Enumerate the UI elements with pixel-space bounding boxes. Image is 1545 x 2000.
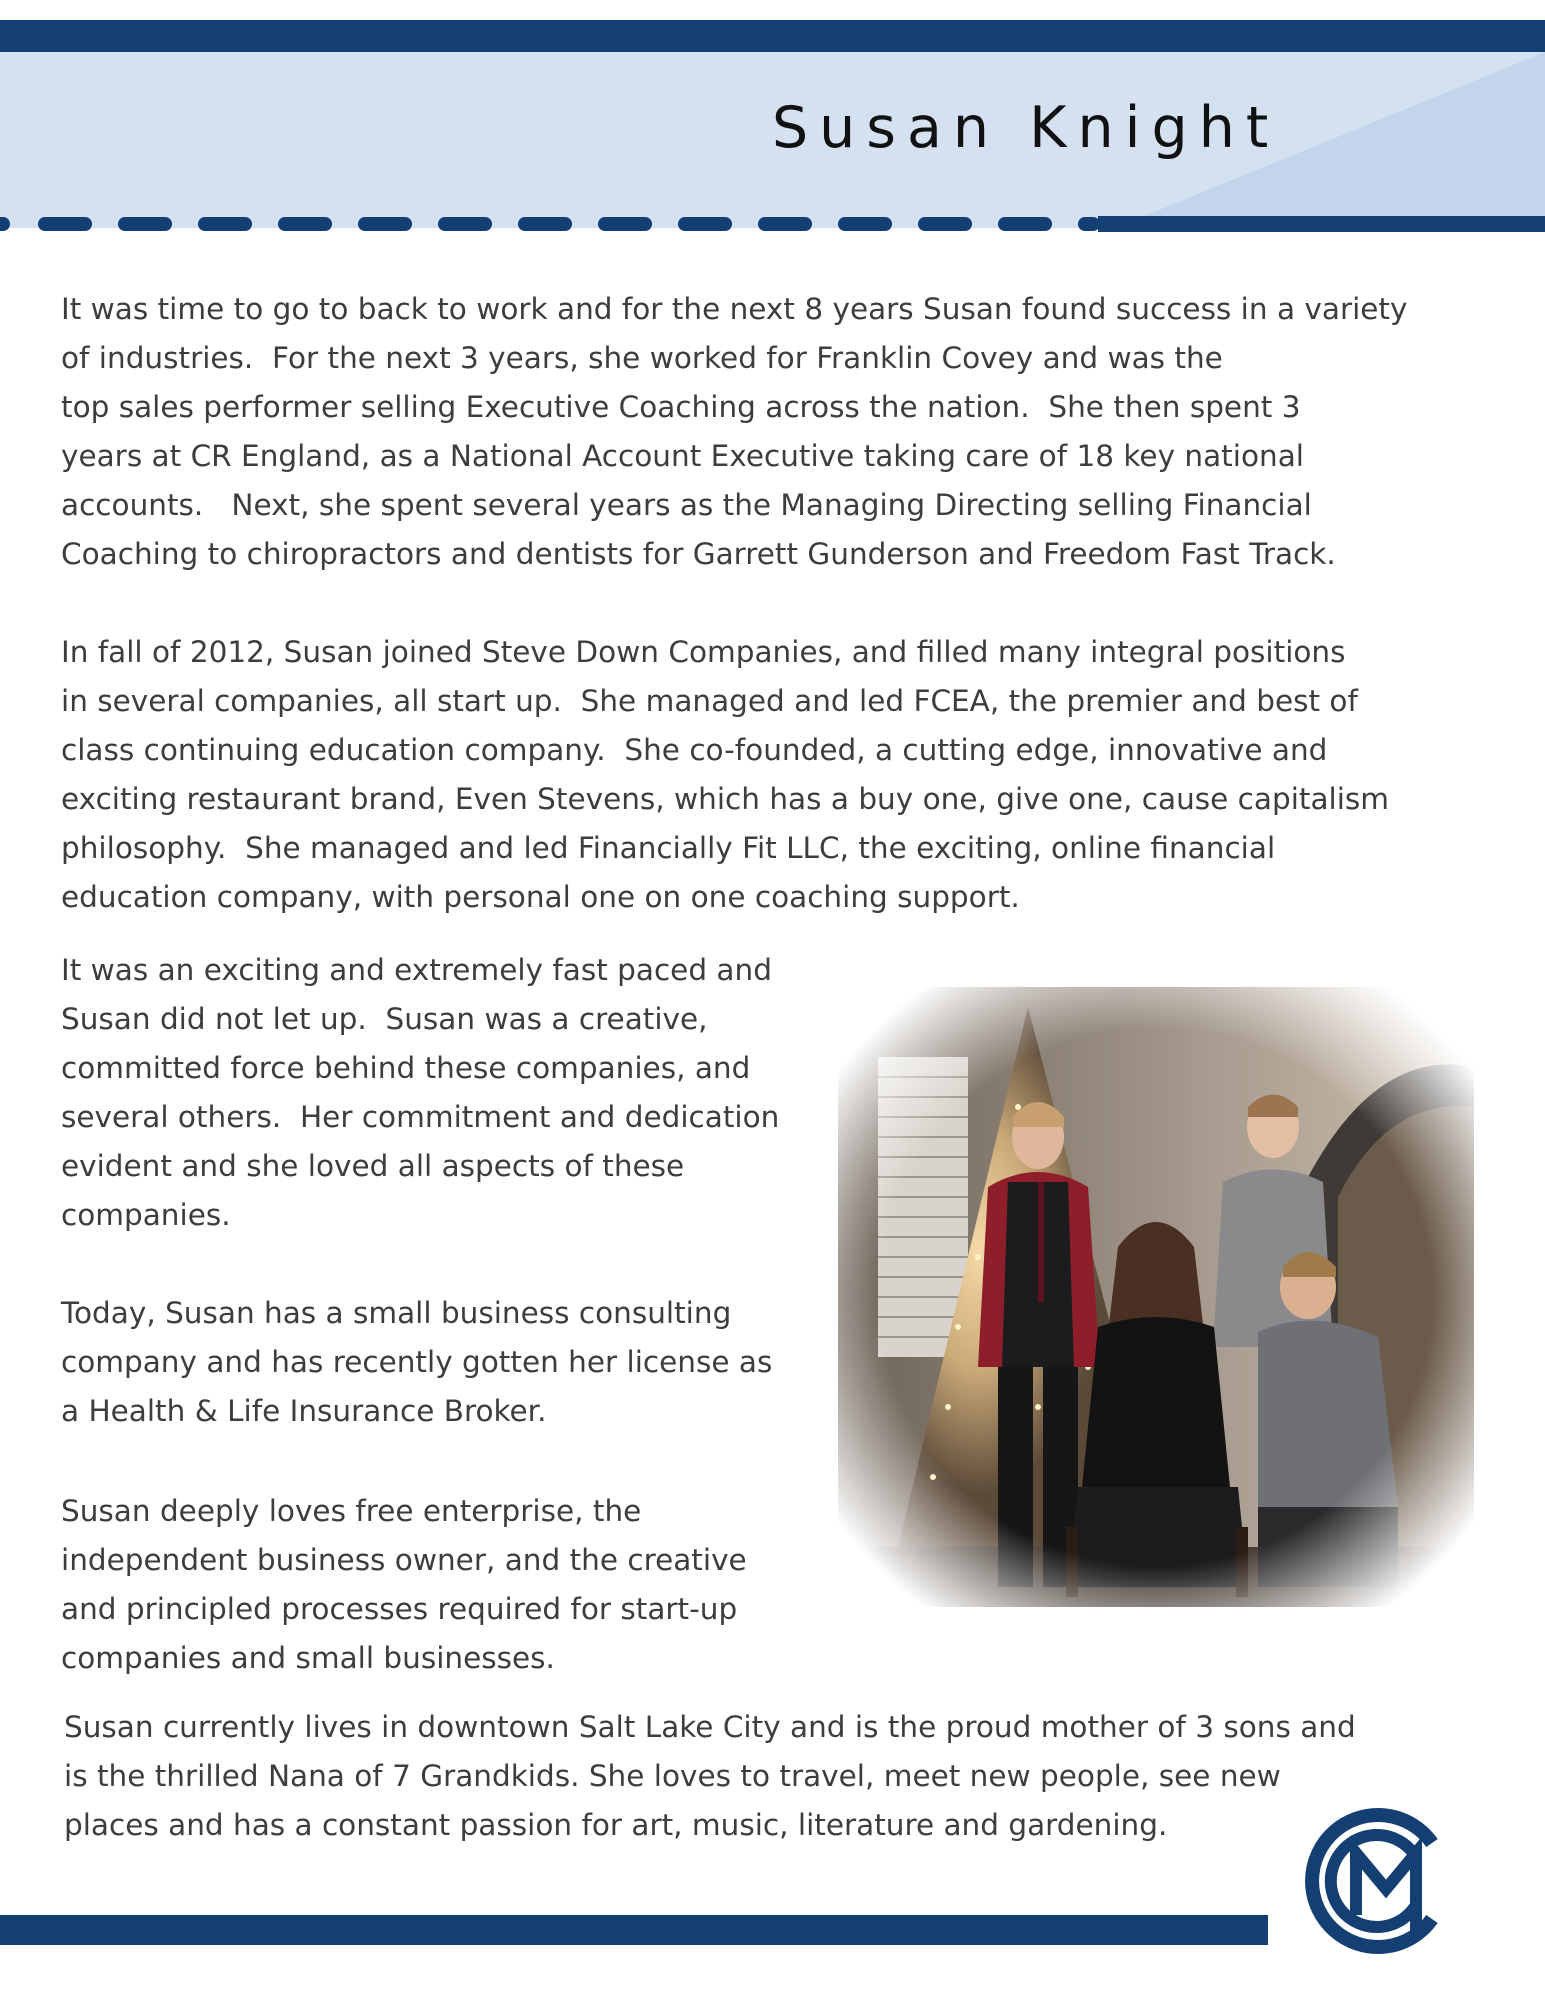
text-line: It was time to go to back to work and for the next 8 years Susan found success in a variety	[61, 292, 1408, 326]
text-line: accounts. Next, she spent several years as the Managing Directing selling Financial	[61, 488, 1312, 522]
text-line: places and has a constant passion for art, music, literature and gardening.	[64, 1808, 1168, 1842]
text-line: exciting restaurant brand, Even Stevens, which has a buy one, give one, cause capitalism	[61, 782, 1390, 816]
text-line: Susan currently lives in downtown Salt Lake City and is the proud mother of 3 sons and	[64, 1710, 1356, 1744]
text-line: is the thrilled Nana of 7 Grandkids. She loves to travel, meet new people, see new	[64, 1759, 1281, 1793]
text-line: Susan deeply loves free enterprise, the	[61, 1494, 642, 1528]
text-line: committed force behind these companies, and	[61, 1051, 751, 1085]
text-line: evident and she loved all aspects of these	[61, 1149, 685, 1183]
dashed-divider	[0, 212, 1545, 236]
text-line: class continuing education company. She co-founded, a cutting edge, innovative and	[61, 733, 1328, 767]
text-line: independent business owner, and the creative	[61, 1543, 747, 1577]
text-line: companies and small businesses.	[61, 1641, 555, 1675]
text-line: Coaching to chiropractors and dentists for Garrett Gunderson and Freedom Fast Track.	[61, 537, 1336, 571]
bio-paragraph-commitment	[61, 946, 779, 1240]
top-navy-bar	[0, 20, 1545, 52]
text-line: philosophy. She managed and led Financially Fit LLC, the exciting, online financial	[61, 831, 1276, 865]
text-line: in several companies, all start up. She managed and led FCEA, the premier and best of	[61, 684, 1358, 718]
text-line: Susan did not let up. Susan was a creative,	[61, 1002, 708, 1036]
bio-paragraph-personal	[64, 1703, 1356, 1850]
text-line: of industries. For the next 3 years, she worked for Franklin Covey and was the	[61, 341, 1223, 375]
text-line: companies.	[61, 1198, 231, 1232]
text-line: In fall of 2012, Susan joined Steve Down Companies, and filled many integral positions	[61, 635, 1346, 669]
bio-paragraph-career	[61, 285, 1407, 579]
bio-paragraph-steve-down	[61, 628, 1389, 922]
bottom-navy-bar	[0, 1915, 1268, 1945]
text-line: company and has recently gotten her license as	[61, 1345, 773, 1379]
text-line: and principled processes required for start-up	[61, 1592, 738, 1626]
text-line: top sales performer selling Executive Coaching across the nation. She then spent 3	[61, 390, 1301, 424]
text-line: years at CR England, as a National Account Executive taking care of 18 key national	[61, 439, 1304, 473]
page-title: Susan Knight	[772, 95, 1280, 161]
text-line: Today, Susan has a small business consulting	[61, 1296, 732, 1330]
text-line: a Health & Life Insurance Broker.	[61, 1394, 547, 1428]
text-line: education company, with personal one on one coaching support.	[61, 880, 1020, 914]
text-line: several others. Her commitment and dedication	[61, 1100, 780, 1134]
bio-paragraph-today	[61, 1289, 772, 1436]
family-photo	[838, 987, 1474, 1607]
bio-paragraph-enterprise	[61, 1487, 747, 1683]
text-line: It was an exciting and extremely fast paced and	[61, 953, 772, 987]
cm-monogram-logo-icon	[1300, 1795, 1456, 1967]
